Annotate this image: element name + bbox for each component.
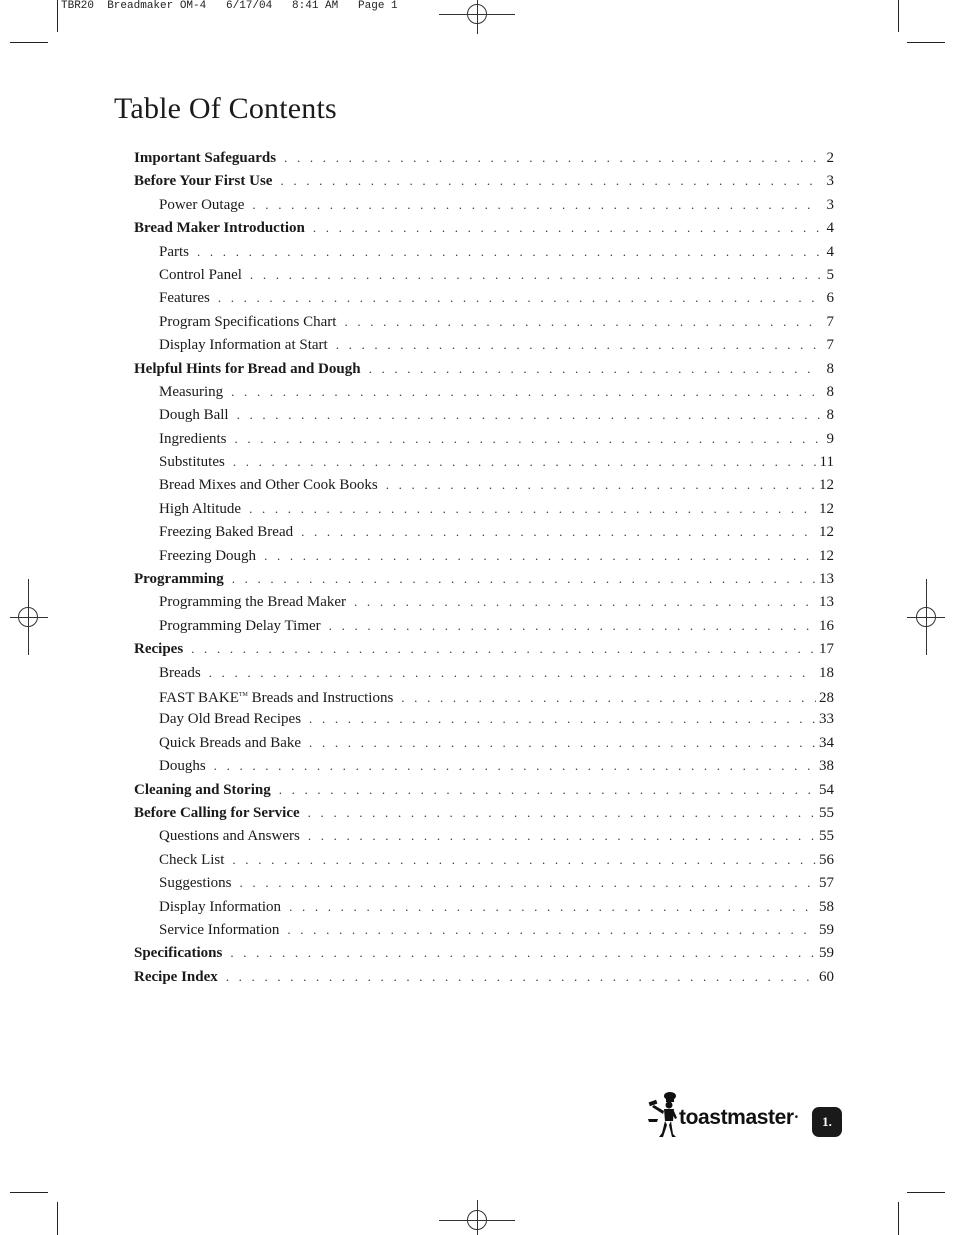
dot-leader xyxy=(386,473,816,496)
toc-section-entry xyxy=(134,778,834,801)
toc-page-number: 17 xyxy=(819,641,834,658)
toc-section-entry xyxy=(134,567,834,590)
toc-entry-label xyxy=(134,638,191,661)
toc-entry-label xyxy=(159,919,287,942)
toc-subsection-entry xyxy=(134,684,834,707)
toc-entry-label-text: Freezing Dough xyxy=(159,547,257,564)
toc-page-number: 16 xyxy=(819,617,834,634)
dot-leader xyxy=(279,778,816,801)
trademark-symbol: TM xyxy=(238,691,248,698)
toc-entry-label-text: Control Panel xyxy=(159,266,242,283)
toc-entry-label-text: Doughs xyxy=(159,758,206,775)
toc-entry-label xyxy=(134,147,284,170)
brand-trademark-dot: • xyxy=(794,1111,799,1123)
dot-leader xyxy=(264,544,816,567)
toc-subsection-entry xyxy=(134,824,834,847)
toc-subsection-entry xyxy=(134,848,834,871)
toc-entry-label-text: Power Outage xyxy=(159,196,245,213)
toc-page-number: 4 xyxy=(826,220,834,237)
toc-entry-label-text: Day Old Bread Recipes xyxy=(159,711,302,728)
toc-page-number: 55 xyxy=(819,804,834,821)
dot-leader xyxy=(344,310,821,333)
dot-leader xyxy=(226,965,816,988)
toc-entry-label-text: Breads xyxy=(159,664,201,681)
toc-page-number: 5 xyxy=(826,266,834,283)
toc-page-number: 57 xyxy=(819,875,834,892)
dot-leader xyxy=(231,380,821,403)
dot-leader xyxy=(249,497,816,520)
toc-subsection-entry xyxy=(134,310,834,333)
toc-entry-label xyxy=(159,615,329,638)
toc-page-number: 33 xyxy=(819,711,834,728)
toc-entry-label-text: Recipe Index xyxy=(134,968,218,985)
dot-leader xyxy=(308,801,816,824)
dot-leader xyxy=(369,357,821,380)
toc-page-number: 34 xyxy=(819,734,834,751)
dot-leader xyxy=(232,848,816,871)
toc-entry-label-text: FAST BAKE xyxy=(159,689,239,706)
toc-entry-label xyxy=(159,755,214,778)
toc-section-entry xyxy=(134,216,834,239)
toc-entry-label xyxy=(159,545,264,568)
toc-subsection-entry xyxy=(134,403,834,426)
print-slug: TBR20 Breadmaker OM-4 6/17/04 8:41 AM Page 1 xyxy=(61,0,398,12)
toc-entry-label-text: Programming Delay Timer xyxy=(159,617,321,634)
toc-entry-label-text: Suggestions xyxy=(159,875,232,892)
dot-leader xyxy=(214,754,816,777)
toc-page-number: 12 xyxy=(819,477,834,494)
crop-mark xyxy=(898,1202,899,1235)
toc-entry-label-text: Program Specifications Chart xyxy=(159,313,337,330)
toc-page-number: 4 xyxy=(826,243,834,260)
toc-entry-label xyxy=(159,498,249,521)
toc-entry-label xyxy=(159,287,218,310)
toc-section-entry xyxy=(134,941,834,964)
dot-leader xyxy=(209,661,816,684)
toc-entry-label xyxy=(159,334,336,357)
page-title: Table Of Contents xyxy=(114,92,337,125)
toc-entry-label xyxy=(159,732,309,755)
toc-subsection-entry xyxy=(134,520,834,543)
dot-leader xyxy=(252,193,821,216)
toc-entry-label xyxy=(159,591,354,614)
toc-page-number: 12 xyxy=(819,547,834,564)
toc-entry-label-text: Substitutes xyxy=(159,454,225,471)
toc-section-entry xyxy=(134,169,834,192)
dot-leader xyxy=(284,146,821,169)
toc-page-number: 13 xyxy=(819,594,834,611)
toc-page-number: 55 xyxy=(819,828,834,845)
toc-entry-label-text: Important Safeguards xyxy=(134,150,277,166)
dot-leader xyxy=(309,707,816,730)
dot-leader xyxy=(336,333,821,356)
toc-subsection-entry xyxy=(134,871,834,894)
crop-mark xyxy=(57,0,58,32)
toc-subsection-entry xyxy=(134,731,834,754)
toc-subsection-entry xyxy=(134,707,834,730)
toc-entry-label-text: Before Calling for Service xyxy=(134,804,300,821)
dot-leader xyxy=(250,263,821,286)
page-number-badge: 1. xyxy=(812,1107,842,1137)
toc-entry-label-text: Parts xyxy=(159,243,189,260)
toc-entry-label-text: Ingredients xyxy=(159,430,227,447)
toc-entry-label-text: Display Information at Start xyxy=(159,337,328,354)
toc-entry-label-text: Cleaning and Storing xyxy=(134,781,271,798)
toc-entry-label-text: Dough Ball xyxy=(159,407,229,424)
toc-entry-label-text: Quick Breads and Bake xyxy=(159,734,302,751)
toc-subsection-entry xyxy=(134,918,834,941)
toc-page-number: 3 xyxy=(826,196,834,213)
toc-entry-label xyxy=(159,311,344,334)
dot-leader xyxy=(354,590,816,613)
toc-entry-label xyxy=(159,521,301,544)
dot-leader xyxy=(313,216,821,239)
dot-leader xyxy=(197,240,821,263)
toc-entry-label-text: Programming the Bread Maker xyxy=(159,594,347,611)
toc-entry-label-text: Specifications xyxy=(134,945,223,962)
toc-entry-label xyxy=(159,474,386,497)
toc-subsection-entry xyxy=(134,333,834,356)
toc-subsection-entry xyxy=(134,380,834,403)
toc-section-entry xyxy=(134,965,834,988)
toc-page-number: 2 xyxy=(826,150,834,166)
toc-entry-label-text: Recipes xyxy=(134,641,184,658)
crop-mark xyxy=(907,42,945,43)
toc-section-entry xyxy=(134,357,834,380)
dot-leader xyxy=(230,941,816,964)
toc-entry-label xyxy=(134,568,232,591)
dot-leader xyxy=(301,520,816,543)
dot-leader xyxy=(191,637,816,660)
chef-figure-icon xyxy=(646,1091,678,1139)
dot-leader xyxy=(233,450,817,473)
toc-page-number: 13 xyxy=(819,571,834,588)
toc-entry-label-text: Features xyxy=(159,290,210,307)
toc-entry-label xyxy=(134,942,230,965)
toc-subsection-entry xyxy=(134,286,834,309)
toc-subsection-entry xyxy=(134,544,834,567)
toc-entry-label xyxy=(159,451,233,474)
toc-entry-label xyxy=(159,849,232,872)
toc-entry-label xyxy=(134,779,279,802)
toc-entry-label-text: Freezing Baked Bread xyxy=(159,524,294,541)
toc-page-number: 38 xyxy=(819,758,834,775)
toc-entry-label xyxy=(159,264,250,287)
toc-entry-label xyxy=(159,872,240,895)
toc-subsection-entry xyxy=(134,427,834,450)
toc-entry-label xyxy=(159,404,237,427)
toc-page-number: 9 xyxy=(826,430,834,447)
toc-subsection-entry xyxy=(134,193,834,216)
toc-page-number: 6 xyxy=(826,290,834,307)
toc-entry-label-text: Breads and Instructions xyxy=(247,689,394,706)
toc-section-entry xyxy=(134,146,834,169)
toc-page-number: 12 xyxy=(819,524,834,541)
toc-entry-label xyxy=(134,170,280,193)
toc-page-number: 7 xyxy=(826,337,834,354)
toc-entry-label-text: Bread Maker Introduction xyxy=(134,220,305,237)
toc-page-number: 60 xyxy=(819,968,834,985)
toc-entry-label xyxy=(159,825,308,848)
crop-mark xyxy=(10,42,48,43)
toc-entry-label xyxy=(134,966,226,989)
toc-entry-label xyxy=(159,896,289,919)
table-of-contents xyxy=(134,146,834,988)
dot-leader xyxy=(289,895,816,918)
toc-entry-label xyxy=(159,662,209,685)
toc-page-number: 59 xyxy=(819,945,834,962)
dot-leader xyxy=(280,169,821,192)
brand-name: toastmaster xyxy=(679,1106,794,1129)
toc-entry-label xyxy=(159,428,234,451)
dot-leader xyxy=(240,871,816,894)
dot-leader xyxy=(309,731,816,754)
toc-page-number: 8 xyxy=(826,407,834,424)
toc-page-number: 7 xyxy=(826,313,834,330)
toc-page-number: 11 xyxy=(819,454,834,471)
toc-subsection-entry xyxy=(134,497,834,520)
toc-entry-label xyxy=(159,194,252,217)
toc-page-number: 58 xyxy=(819,898,834,915)
dot-leader xyxy=(232,567,816,590)
toc-subsection-entry xyxy=(134,661,834,684)
toc-entry-label xyxy=(134,802,308,825)
dot-leader xyxy=(308,824,816,847)
toc-page-number: 3 xyxy=(826,173,834,190)
dot-leader xyxy=(237,403,821,426)
crop-mark xyxy=(898,0,899,32)
toc-entry-label-text: Measuring xyxy=(159,383,224,400)
toc-subsection-entry xyxy=(134,473,834,496)
toc-page-number: 8 xyxy=(826,383,834,400)
toc-page-number: 56 xyxy=(819,851,834,868)
dot-leader xyxy=(329,614,816,637)
toc-page-number: 8 xyxy=(826,360,834,377)
toc-entry-label xyxy=(134,358,369,381)
toc-section-entry xyxy=(134,801,834,824)
toc-page-number: 28 xyxy=(819,689,834,706)
toc-entry-label xyxy=(159,381,231,404)
toc-subsection-entry xyxy=(134,450,834,473)
toc-subsection-entry xyxy=(134,614,834,637)
toc-subsection-entry xyxy=(134,754,834,777)
toc-page-number: 59 xyxy=(819,921,834,938)
toc-subsection-entry xyxy=(134,590,834,613)
toc-page-number: 12 xyxy=(819,500,834,517)
toc-entry-label-text: Helpful Hints for Bread and Dough xyxy=(134,360,361,377)
toc-entry-label-text: Service Information xyxy=(159,921,280,938)
toc-entry-label-text: High Altitude xyxy=(159,500,242,517)
toc-entry-label-text: Check List xyxy=(159,851,225,868)
toc-entry-label xyxy=(134,217,313,240)
toc-page-number: 18 xyxy=(819,664,834,681)
toc-entry-label xyxy=(159,241,197,264)
toc-section-entry xyxy=(134,637,834,660)
toc-entry-label-text: Questions and Answers xyxy=(159,828,300,845)
dot-leader xyxy=(234,427,821,450)
toc-entry-label-text: Display Information xyxy=(159,898,282,915)
toc-entry-label-text: Programming xyxy=(134,571,224,588)
dot-leader xyxy=(401,686,816,709)
dot-leader xyxy=(287,918,816,941)
toc-subsection-entry xyxy=(134,240,834,263)
toc-subsection-entry xyxy=(134,263,834,286)
toc-entry-label xyxy=(159,708,309,731)
toastmaster-logo xyxy=(646,1090,798,1140)
crop-mark xyxy=(10,1192,48,1193)
dot-leader xyxy=(218,286,821,309)
toc-subsection-entry xyxy=(134,895,834,918)
toc-entry-label-text: Bread Mixes and Other Cook Books xyxy=(159,477,378,494)
crop-mark xyxy=(57,1202,58,1235)
crop-mark xyxy=(907,1192,945,1193)
toc-entry-label-text: Before Your First Use xyxy=(134,173,273,190)
toc-page-number: 54 xyxy=(819,781,834,798)
